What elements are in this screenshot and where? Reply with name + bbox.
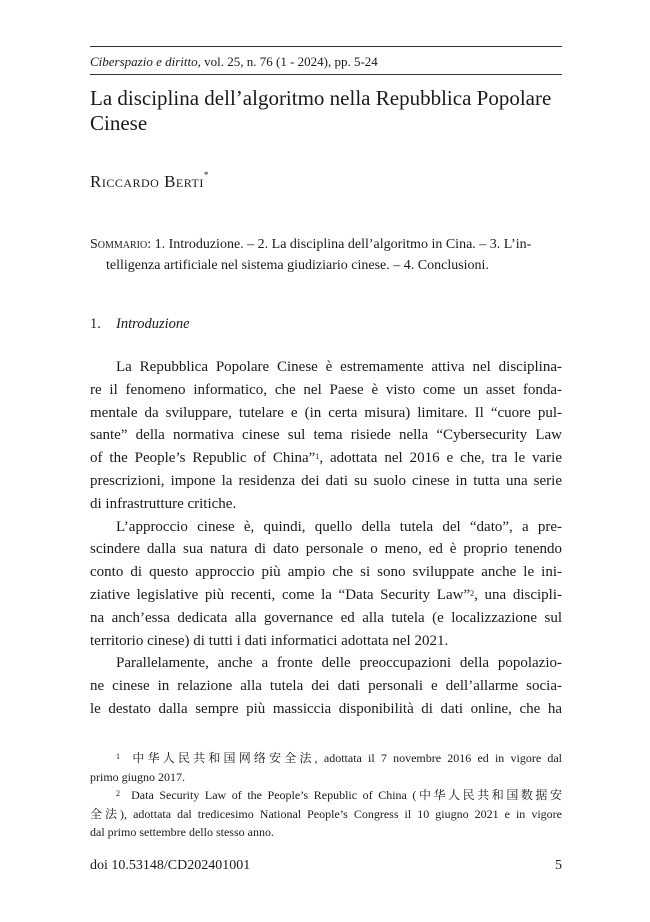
footnote-line: 全法), adottata dal tredicesimo National People’s Congress il 10 giugno 2021 e in vigore [90,806,562,821]
body-line [90,584,562,607]
body-line: re il fenomeno informatico, che nel Paese è visto come un asset fonda- [90,381,562,398]
body-line: L’approccio cinese è, quindi, quello della tutela del “dato”, a pre- [116,518,562,535]
body-line: na anch’essa dedicata alla governance ed alla tutela (e localizzazione sul [90,609,562,626]
footnote-line: dal primo settembre dello stesso anno. [90,825,274,839]
journal-details: , vol. 25, n. 76 (1 - 2024), pp. 5-24 [197,54,378,69]
body-text-fragment: ziative legislative più recenti, come la “Data Security Law” [90,586,471,603]
body-text-fragment: , una discipli- [474,586,562,603]
footnote-mark: 2 [116,789,120,798]
summary-line: : 1. Introduzione. – 2. La disciplina dell’algoritmo in Cina. – 3. L’in- [147,237,532,252]
title-line: Cinese [90,111,148,135]
footnote-mark: 1 [116,752,120,761]
footnote-line [90,749,562,768]
header-top-rule [90,46,562,47]
footnote-ref[interactable]: 2 [470,588,475,598]
body-text-fragment: , adottata nel 2016 e che, tra le varie [319,450,562,467]
footnote-line [90,786,562,805]
body-line: mentale da sviluppare, tutelare e (in certa misura) limitare. Il “cuore pul- [90,404,562,421]
footnote-ref[interactable]: 1 [315,452,320,462]
body-line: ne cinese in relazione alla tutela dei dati personali e dell’allarme socia- [90,678,562,695]
section-title: Introduzione [116,316,190,332]
journal-header [90,54,378,70]
body-line: prescrizioni, impone la residenza dei dati su suolo cinese in tutta una serie [90,472,562,489]
summary [90,234,562,276]
author-footnote-mark: * [203,170,209,180]
body-line: sante” della normativa cinese sul tema risiede nella “Cybersecurity Law [90,427,562,444]
section-heading [90,316,190,333]
author-text: Riccardo Berti [90,172,204,191]
title-line: La disciplina dell’algoritmo nella Repubblica Popolare [90,86,552,110]
body-text-fragment: of the People’s Republic of China” [90,450,316,467]
author-name [90,172,209,192]
summary-label: Sommario [90,237,148,252]
body-line: scindere dalla sua natura di dato personale o meno, ed è proprio tenendo [90,541,562,558]
body-line: conto di questo approccio più ampio che si sono sviluppate anche le ini- [90,564,562,581]
page-number: 5 [555,858,562,873]
footnotes [90,749,562,842]
body-line: le destato dalla sempre più massiccia disponibilità di dati online, che ha [90,700,562,717]
footnote-text: Data Security Law of the People’s Republic of China (中华人民共和国数据安 [131,788,562,802]
summary-line: telligenza artificiale nel sistema giudiziario cinese. – 4. Conclusioni. [106,258,489,273]
body-line [90,447,562,470]
article-title [90,86,562,136]
body-line: La Repubblica Popolare Cinese è estremamente attiva nel disciplina- [116,359,562,375]
footnote-text: 中华人民共和国网络安全法, adottata il 7 novembre 2016 ed in vigore dal [132,751,563,765]
page-footer [90,858,562,874]
journal-name: Ciberspazio e diritto [90,54,198,69]
doi-link[interactable]: doi 10.53148/CD202401001 [90,858,251,873]
body-line: territorio cinese) di tutti i dati informatici adottata nel 2021. [90,632,449,649]
body-text [90,356,562,721]
body-line: Parallelamente, anche a fronte delle preoccupazioni della popolazio- [116,655,562,672]
footnote-line: primo giugno 2017. [90,769,185,784]
body-line: di infrastrutture critiche. [90,495,237,512]
header-bottom-rule [90,74,562,75]
section-number: 1. [90,316,101,332]
